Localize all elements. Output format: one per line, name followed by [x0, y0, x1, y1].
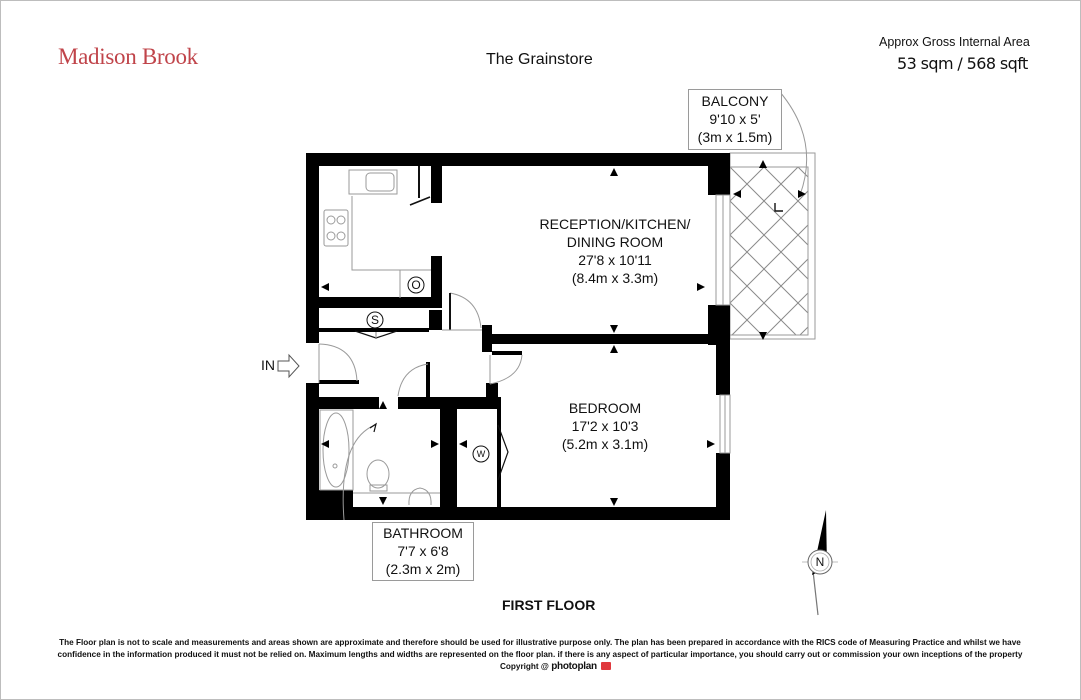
balcony-label	[688, 89, 782, 150]
storage-symbol: S	[370, 313, 379, 327]
bedroom-metric: (5.2m x 3.1m)	[561, 436, 649, 452]
area-label: Approx Gross Internal Area	[879, 35, 1030, 49]
bedroom-imperial: 17'2 x 10'3	[571, 418, 639, 434]
balcony-name: BALCONY	[701, 93, 769, 109]
balcony-imperial: 9'10 x 5'	[709, 111, 761, 127]
wardrobe-symbol: W	[476, 449, 486, 459]
brand-logo: Madison Brook	[58, 44, 198, 69]
reception-label	[490, 215, 740, 287]
disclaimer-line1: The Floor plan is not to scale and measurements and areas shown are approximate and therefore should be used for illustrative purpose only. The plan has been prepared in accordance with the RICS code of Measuring Practice and whilst we have	[59, 638, 1021, 647]
oven-symbol: O	[411, 278, 421, 292]
storage-doors	[355, 331, 397, 338]
reception-name-line2: DINING ROOM	[566, 234, 664, 250]
bedroom-label	[530, 399, 680, 453]
entrance-arrow-icon	[278, 355, 299, 377]
bathroom-label	[372, 522, 474, 581]
photoplan-logo-icon	[601, 662, 611, 670]
property-title: The Grainstore	[486, 51, 593, 68]
area-value: 53 sqm / 568 sqft	[897, 54, 1028, 73]
copyright-prefix: Copyright @	[500, 662, 549, 671]
entrance-label: IN	[261, 357, 275, 373]
floor-label: FIRST FLOOR	[502, 597, 596, 613]
bathroom-name: BATHROOM	[383, 525, 463, 541]
bathroom-metric: (2.3m x 2m)	[385, 561, 461, 577]
north-symbol: N	[815, 555, 825, 569]
copyright	[500, 661, 611, 672]
bedroom-name: BEDROOM	[568, 400, 642, 416]
photoplan-brand: photoplan	[551, 661, 597, 672]
balcony-metric: (3m x 1.5m)	[697, 129, 773, 145]
disclaimer	[20, 637, 1060, 661]
disclaimer-line2: confidence in the information produced it must not be relied on. Maximum lengths and widths are represented on the floor plan. if there is any aspect of particular importance, you should carry out or commission your own inceptions of the property	[57, 650, 1023, 659]
reception-name-line1: RECEPTION/KITCHEN/	[539, 216, 691, 232]
reception-imperial: 27'8 x 10'11	[578, 252, 652, 268]
bathroom-imperial: 7'7 x 6'8	[397, 543, 449, 559]
reception-metric: (8.4m x 3.3m)	[571, 270, 659, 286]
